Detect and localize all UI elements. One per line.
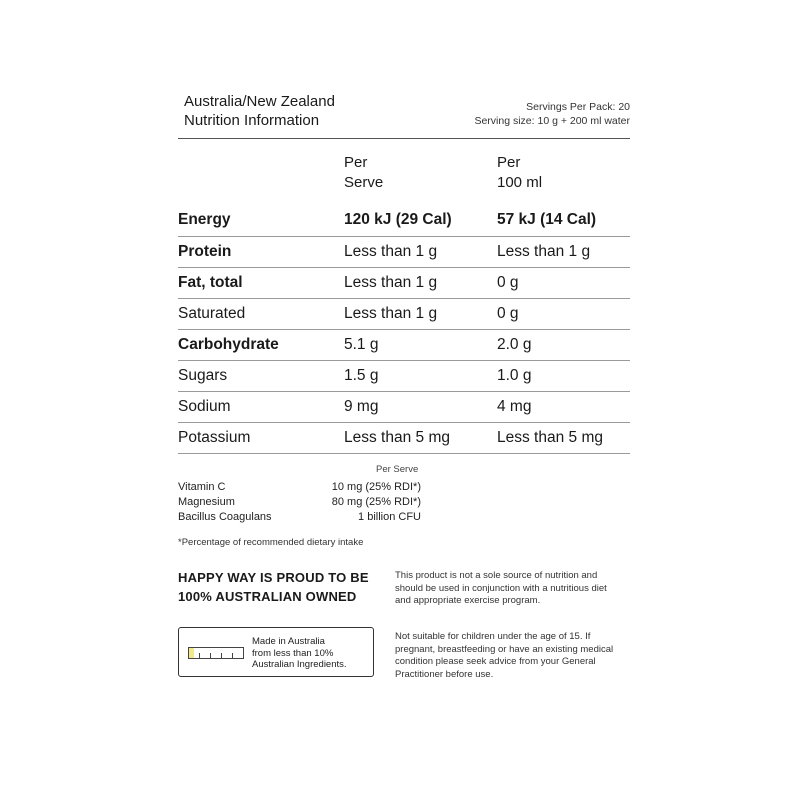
per-100ml-value: Less than 1 g xyxy=(497,243,591,260)
made-in-line-2: from less than 10% xyxy=(252,647,334,659)
made-in-line-3: Australian Ingredients. xyxy=(252,659,347,670)
table-row xyxy=(178,392,630,423)
footnote: *Percentage of recommended dietary intake xyxy=(178,537,364,548)
serving-size: Serving size: 10 g + 200 ml water xyxy=(474,115,630,127)
table-row xyxy=(178,237,630,268)
nutrient-name: Fat, total xyxy=(178,274,243,291)
nutrient-name: Sugars xyxy=(178,367,228,384)
panel-header xyxy=(178,92,630,139)
nutrient-name: Saturated xyxy=(178,305,246,322)
australian-ingredients-bar xyxy=(188,647,244,659)
extra-name: Bacillus Coagulans xyxy=(178,511,272,523)
proud-statement xyxy=(178,568,369,606)
per-100ml-value: 4 mg xyxy=(497,398,532,415)
nutrition-panel xyxy=(178,92,630,526)
extra-value: 10 mg (25% RDI*) xyxy=(331,481,421,493)
extra-value: 80 mg (25% RDI*) xyxy=(331,496,421,508)
per-serve-value: Less than 1 g xyxy=(344,274,438,291)
nutrient-name: Sodium xyxy=(178,398,231,415)
made-in-australia-label xyxy=(178,627,374,677)
per-serve-value: 5.1 g xyxy=(344,336,379,353)
col-per-serve-line-1: Per xyxy=(344,154,368,171)
col-per-serve-line-2: Serve xyxy=(344,174,384,191)
nutrient-table xyxy=(178,205,630,454)
column-headers xyxy=(178,153,630,205)
extra-name: Magnesium xyxy=(178,496,235,508)
serving-info xyxy=(474,100,630,128)
list-item xyxy=(178,511,421,525)
per-100ml-value: 57 kJ (14 Cal) xyxy=(497,211,597,228)
per-100ml-value: 1.0 g xyxy=(497,367,532,384)
proud-line-1: HAPPY WAY IS PROUD TO BE xyxy=(178,570,369,585)
per-serve-value: 9 mg xyxy=(344,398,379,415)
col-per-serve xyxy=(344,153,383,193)
nutrient-name: Carbohydrate xyxy=(178,336,279,353)
nutrient-name: Protein xyxy=(178,243,232,260)
bar-tick xyxy=(210,653,211,658)
per-serve-value: 1.5 g xyxy=(344,367,379,384)
table-row xyxy=(178,423,630,454)
title-line-2: Nutrition Information xyxy=(184,112,320,129)
per-serve-value: Less than 5 mg xyxy=(344,429,450,446)
per-100ml-value: 2.0 g xyxy=(497,336,532,353)
table-row xyxy=(178,299,630,330)
extra-name: Vitamin C xyxy=(178,481,226,493)
extras-table xyxy=(178,464,630,526)
disclaimer-children: Not suitable for children under the age of 15. If pregnant, breastfeeding or have an existing medical condition please seek advice from your General Practitioner before use. xyxy=(395,631,614,680)
col-per-100ml-line-1: Per xyxy=(497,154,521,171)
per-100ml-value: 0 g xyxy=(497,274,519,291)
per-serve-value: Less than 1 g xyxy=(344,305,438,322)
nutrient-name: Energy xyxy=(178,211,231,228)
per-100ml-value: 0 g xyxy=(497,305,519,322)
extras-per-serve-label: Per Serve xyxy=(376,464,419,475)
per-100ml-value: Less than 5 mg xyxy=(497,429,603,446)
table-row xyxy=(178,361,630,392)
col-per-100ml xyxy=(497,153,542,193)
table-row xyxy=(178,330,630,361)
nutrient-name: Potassium xyxy=(178,429,251,446)
bar-tick xyxy=(221,653,222,658)
per-serve-value: 120 kJ (29 Cal) xyxy=(344,211,452,228)
proud-line-2: 100% AUSTRALIAN OWNED xyxy=(178,589,357,604)
extra-value: 1 billion CFU xyxy=(358,511,421,523)
list-item xyxy=(178,496,421,510)
bar-tick xyxy=(199,653,200,658)
australian-ingredients-fill xyxy=(189,648,194,658)
made-in-text xyxy=(252,636,347,671)
panel-title xyxy=(184,92,335,130)
title-line-1: Australia/New Zealand xyxy=(184,93,335,110)
servings-per-pack: Servings Per Pack: 20 xyxy=(526,101,630,113)
made-in-line-1: Made in Australia xyxy=(252,636,325,647)
table-row xyxy=(178,268,630,299)
col-per-100ml-line-2: 100 ml xyxy=(497,174,543,191)
table-row xyxy=(178,205,630,237)
list-item xyxy=(178,481,421,495)
bar-tick xyxy=(232,653,233,658)
per-serve-value: Less than 1 g xyxy=(344,243,438,260)
disclaimer-nutrition: This product is not a sole source of nutrition and should be used in conjunction with a nutritious diet and appropriate exercise program. xyxy=(395,570,607,606)
